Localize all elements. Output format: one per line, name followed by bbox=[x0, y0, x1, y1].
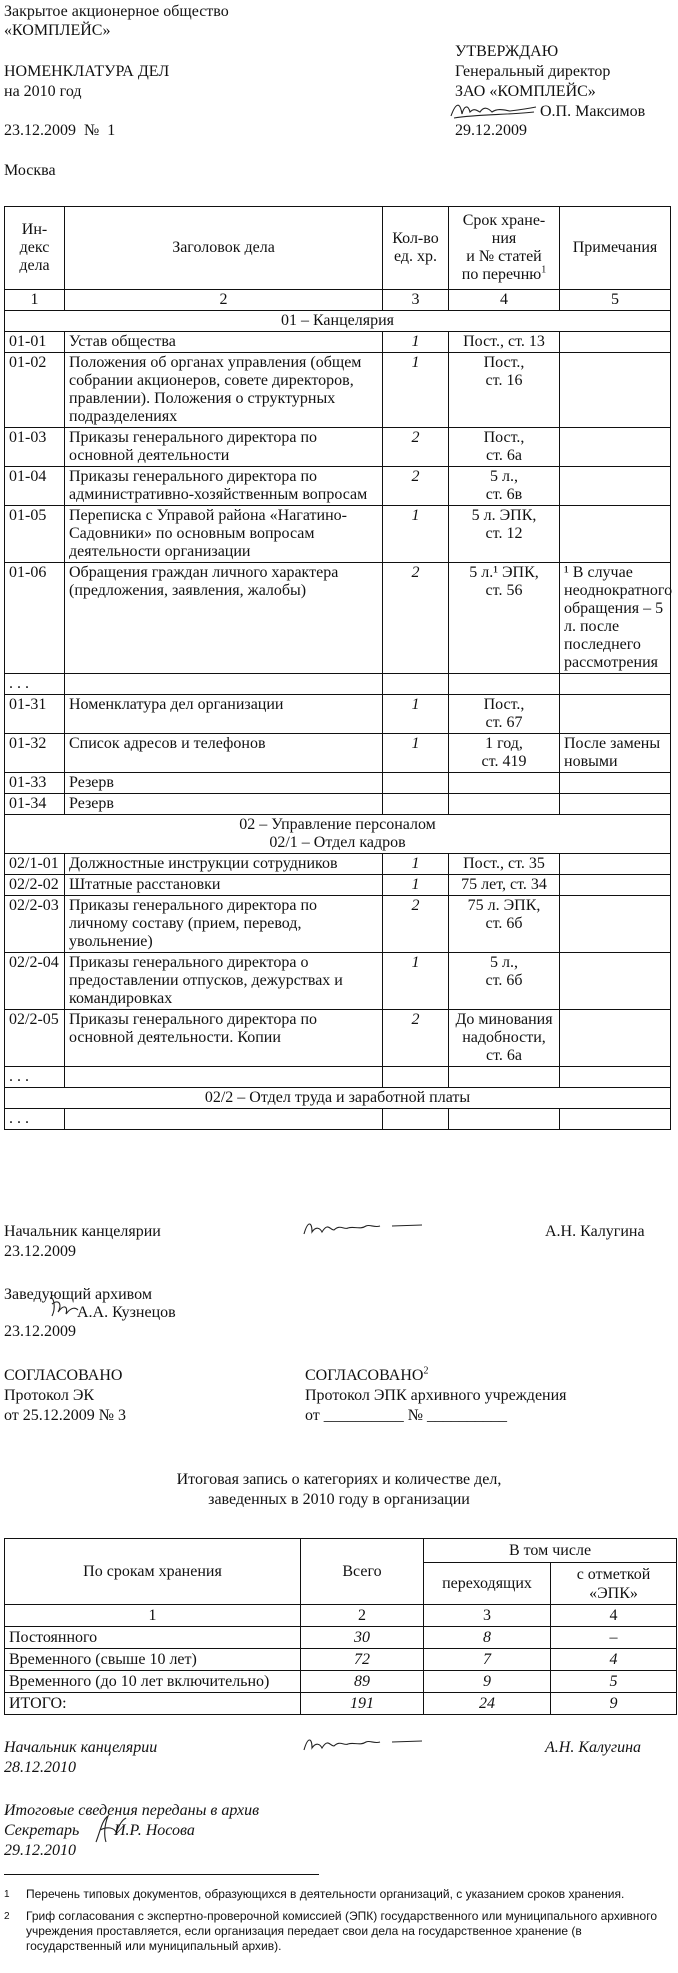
case-index: 01-06 bbox=[5, 563, 65, 674]
column-numbers-row bbox=[5, 290, 671, 311]
approval-org: ЗАО «КОМПЛЕЙС» bbox=[455, 83, 596, 100]
column-number: 3 bbox=[383, 290, 449, 311]
table-row bbox=[5, 896, 671, 953]
table-row bbox=[5, 467, 671, 506]
approval-label: УТВЕРЖДАЮ bbox=[455, 43, 559, 60]
summary-row bbox=[5, 1671, 677, 1693]
summary-epk: 9 bbox=[551, 1693, 677, 1715]
approval-name: О.П. Максимов bbox=[540, 103, 646, 120]
case-title: Список адресов и телефонов bbox=[65, 734, 383, 773]
case-count bbox=[383, 1109, 449, 1130]
summary-title-line2: заведенных в 2010 году в организации bbox=[208, 1491, 470, 1508]
case-index: 02/2-02 bbox=[5, 875, 65, 896]
section-personnel bbox=[5, 815, 671, 854]
case-retention-term: 5 л., ст. 6в bbox=[449, 467, 560, 506]
case-retention-term bbox=[449, 674, 560, 695]
case-retention-term: Пост., ст. 6а bbox=[449, 428, 560, 467]
summary-total: 30 bbox=[301, 1627, 424, 1649]
table-row bbox=[5, 506, 671, 563]
header-title: Заголовок дела bbox=[65, 207, 383, 290]
case-note bbox=[560, 854, 671, 875]
case-index: 01-31 bbox=[5, 695, 65, 734]
summary-carried: 9 bbox=[424, 1671, 551, 1693]
summary-total: 191 bbox=[301, 1693, 424, 1715]
table-row bbox=[5, 794, 671, 815]
case-retention-term: Пост., ст. 67 bbox=[449, 695, 560, 734]
case-retention-term: Пост., ст. 13 bbox=[449, 332, 560, 353]
case-retention-term: Пост., ст. 35 bbox=[449, 854, 560, 875]
summary-total: 72 bbox=[301, 1649, 424, 1671]
case-note bbox=[560, 1109, 671, 1130]
header-index: Ин- декс дела bbox=[5, 207, 65, 290]
header-notes: Примечания bbox=[560, 207, 671, 290]
column-number: 2 bbox=[65, 290, 383, 311]
table-row bbox=[5, 563, 671, 674]
case-title: Должностные инструкции сотрудников bbox=[65, 854, 383, 875]
case-retention-term: 75 л. ЭПК, ст. 6б bbox=[449, 896, 560, 953]
subsection-labor-label: 02/2 – Отдел труда и заработной платы bbox=[5, 1088, 671, 1109]
case-title: Устав общества bbox=[65, 332, 383, 353]
case-count: 2 bbox=[383, 896, 449, 953]
table-row bbox=[5, 1010, 671, 1067]
case-index: 01-03 bbox=[5, 428, 65, 467]
summary-term-label: ИТОГО: bbox=[5, 1693, 301, 1715]
case-retention-term bbox=[449, 1067, 560, 1088]
summary-header-term: По срокам хранения bbox=[5, 1539, 301, 1605]
approval-date: 29.12.2009 bbox=[455, 122, 527, 139]
summary-term-label: Постоянного bbox=[5, 1627, 301, 1649]
case-index: 02/2-04 bbox=[5, 953, 65, 1010]
case-title: Приказы генерального директора по административно-хозяйственным вопросам bbox=[65, 467, 383, 506]
case-note: ¹ В случае неоднократного обращения – 5 л. после последнего рассмотрения bbox=[560, 563, 671, 674]
case-count: 1 bbox=[383, 854, 449, 875]
section-personnel-label bbox=[5, 815, 671, 854]
case-index: 01-05 bbox=[5, 506, 65, 563]
case-retention-term: 5 л.¹ ЭПК, ст. 56 bbox=[449, 563, 560, 674]
subsection-hr-title: 02/1 – Отдел кадров bbox=[269, 834, 406, 851]
org-name-line1: Закрытое акционерное общество bbox=[4, 3, 229, 20]
nomenclature-table bbox=[4, 206, 671, 1130]
case-index: . . . bbox=[5, 1067, 65, 1088]
transfer-note: Итоговые сведения переданы в архив bbox=[4, 1802, 260, 1819]
case-count: 1 bbox=[383, 332, 449, 353]
case-note bbox=[560, 467, 671, 506]
case-count: 2 bbox=[383, 428, 449, 467]
summary-column-number: 4 bbox=[551, 1605, 677, 1627]
case-retention-term: 5 л. ЭПК, ст. 12 bbox=[449, 506, 560, 563]
secretary-position: Секретарь bbox=[4, 1822, 80, 1839]
case-note bbox=[560, 1010, 671, 1067]
case-count bbox=[383, 794, 449, 815]
head2-name: А.Н. Калугина bbox=[545, 1739, 641, 1756]
summary-term-label: Временного (до 10 лет включительно) bbox=[5, 1671, 301, 1693]
case-index: 01-32 bbox=[5, 734, 65, 773]
case-note bbox=[560, 794, 671, 815]
case-retention-term: Пост., ст. 16 bbox=[449, 353, 560, 428]
head2-signature bbox=[300, 1732, 430, 1756]
table-row bbox=[5, 428, 671, 467]
head2-position: Начальник канцелярии bbox=[4, 1739, 158, 1756]
case-count: 1 bbox=[383, 353, 449, 428]
doc-title: НОМЕНКЛАТУРА ДЕЛ bbox=[4, 63, 170, 80]
header-count: Кол-во ед. хр. bbox=[383, 207, 449, 290]
summary-carried: 7 bbox=[424, 1649, 551, 1671]
case-note bbox=[560, 875, 671, 896]
secretary-date: 29.12.2010 bbox=[4, 1842, 76, 1859]
agreement-right-line2: от __________ № __________ bbox=[305, 1407, 508, 1424]
case-index: 02/2-05 bbox=[5, 1010, 65, 1067]
summary-carried: 8 bbox=[424, 1627, 551, 1649]
case-index: . . . bbox=[5, 674, 65, 695]
subsection-labor bbox=[5, 1088, 671, 1109]
table-row bbox=[5, 695, 671, 734]
table-row bbox=[5, 773, 671, 794]
footnote-separator bbox=[4, 1874, 319, 1875]
case-note bbox=[560, 695, 671, 734]
table-row bbox=[5, 332, 671, 353]
summary-carried: 24 bbox=[424, 1693, 551, 1715]
case-count: 2 bbox=[383, 467, 449, 506]
org-name-line2: «КОМПЛЕЙС» bbox=[4, 22, 111, 39]
summary-epk: 5 bbox=[551, 1671, 677, 1693]
table-row bbox=[5, 875, 671, 896]
head-signature bbox=[300, 1216, 430, 1240]
case-index: 01-04 bbox=[5, 467, 65, 506]
case-title: Резерв bbox=[65, 773, 383, 794]
case-retention-term: 1 год, ст. 419 bbox=[449, 734, 560, 773]
city: Москва bbox=[4, 162, 56, 179]
summary-epk: 4 bbox=[551, 1649, 677, 1671]
case-note bbox=[560, 773, 671, 794]
case-count: 1 bbox=[383, 695, 449, 734]
approval-position: Генеральный директор bbox=[455, 63, 611, 80]
case-count: 2 bbox=[383, 563, 449, 674]
case-title: Приказы генерального директора по основной деятельности. Копии bbox=[65, 1010, 383, 1067]
case-retention-term bbox=[449, 794, 560, 815]
summary-column-number: 1 bbox=[5, 1605, 301, 1627]
case-retention-term bbox=[449, 1109, 560, 1130]
head-position: Начальник канцелярии bbox=[4, 1223, 161, 1240]
section-personnel-title: 02 – Управление персоналом bbox=[239, 816, 436, 833]
header-term: Срок хране- ния и № статей по перечню$^1$ bbox=[449, 207, 560, 290]
agreement-right-line1: Протокол ЭПК архивного учреждения bbox=[305, 1387, 567, 1404]
case-count: 2 bbox=[383, 1010, 449, 1067]
summary-header-total: Всего bbox=[301, 1539, 424, 1605]
archive-position: Заведующий архивом bbox=[4, 1286, 152, 1303]
case-note: После замены новыми bbox=[560, 734, 671, 773]
agreement-right-label: СОГЛАСОВАНО$^2$ bbox=[305, 1365, 429, 1384]
case-title: Номенклатура дел организации bbox=[65, 695, 383, 734]
column-number: 5 bbox=[560, 290, 671, 311]
case-count: 1 bbox=[383, 506, 449, 563]
table-row bbox=[5, 353, 671, 428]
column-number: 1 bbox=[5, 290, 65, 311]
summary-row bbox=[5, 1649, 677, 1671]
case-index: 02/1-01 bbox=[5, 854, 65, 875]
summary-title-line1: Итоговая запись о категориях и количестве дел, bbox=[176, 1471, 502, 1488]
case-note bbox=[560, 953, 671, 1010]
summary-header-epk: с отметкой «ЭПК» bbox=[551, 1563, 677, 1605]
doc-date-number: 23.12.2009 № 1 bbox=[4, 122, 116, 139]
summary-term-label: Временного (свыше 10 лет) bbox=[5, 1649, 301, 1671]
archive-date: 23.12.2009 bbox=[4, 1323, 76, 1340]
agreement-left-label: СОГЛАСОВАНО bbox=[4, 1367, 123, 1384]
case-retention-term bbox=[449, 773, 560, 794]
head-name: А.Н. Калугина bbox=[545, 1223, 645, 1240]
case-index: 01-34 bbox=[5, 794, 65, 815]
case-note bbox=[560, 506, 671, 563]
case-index: 01-02 bbox=[5, 353, 65, 428]
agreement-left-line2: от 25.12.2009 № 3 bbox=[4, 1407, 127, 1424]
case-index: 02/2-03 bbox=[5, 896, 65, 953]
case-note bbox=[560, 674, 671, 695]
summary-row bbox=[5, 1693, 677, 1715]
case-count bbox=[383, 773, 449, 794]
case-title: Положения об органах управления (общем собрании акционеров, совете директоров, правлении). Положения о структурных подразделениях bbox=[65, 353, 383, 428]
case-retention-term: 75 лет, ст. 34 bbox=[449, 875, 560, 896]
case-retention-term: 5 л., ст. 6б bbox=[449, 953, 560, 1010]
summary-column-number: 3 bbox=[424, 1605, 551, 1627]
summary-column-numbers-row bbox=[5, 1605, 677, 1627]
table-row bbox=[5, 674, 671, 695]
case-title: Резерв bbox=[65, 794, 383, 815]
summary-row bbox=[5, 1627, 677, 1649]
doc-period: на 2010 год bbox=[4, 83, 82, 100]
case-count bbox=[383, 674, 449, 695]
case-note bbox=[560, 332, 671, 353]
case-title: Приказы генерального директора по личному составу (прием, перевод, увольнение) bbox=[65, 896, 383, 953]
section-chancellery-label: 01 – Канцелярия bbox=[5, 311, 671, 332]
case-title bbox=[65, 1109, 383, 1130]
head-date: 23.12.2009 bbox=[4, 1243, 76, 1260]
case-title: Штатные расстановки bbox=[65, 875, 383, 896]
case-note bbox=[560, 428, 671, 467]
secretary-name: И.Р. Носова bbox=[114, 1822, 195, 1839]
head2-date: 28.12.2010 bbox=[4, 1759, 76, 1776]
case-title bbox=[65, 1067, 383, 1088]
case-count: 1 bbox=[383, 734, 449, 773]
table-row bbox=[5, 953, 671, 1010]
case-count: 1 bbox=[383, 875, 449, 896]
summary-header-carried: переходящих bbox=[424, 1563, 551, 1605]
case-count bbox=[383, 1067, 449, 1088]
case-note bbox=[560, 896, 671, 953]
summary-column-number: 2 bbox=[301, 1605, 424, 1627]
case-index: 01-01 bbox=[5, 332, 65, 353]
table-row bbox=[5, 1067, 671, 1088]
table-row bbox=[5, 854, 671, 875]
case-title: Переписка с Управой района «Нагатино-Садовники» по основным вопросам деятельности организации bbox=[65, 506, 383, 563]
case-note bbox=[560, 353, 671, 428]
column-number: 4 bbox=[449, 290, 560, 311]
case-title: Обращения граждан личного характера (предложения, заявления, жалобы) bbox=[65, 563, 383, 674]
section-chancellery bbox=[5, 311, 671, 332]
table-row bbox=[5, 1109, 671, 1130]
table-row bbox=[5, 734, 671, 773]
case-index: 01-33 bbox=[5, 773, 65, 794]
case-index: . . . bbox=[5, 1109, 65, 1130]
agreement-left-line1: Протокол ЭК bbox=[4, 1387, 95, 1404]
summary-header-incl: В том числе bbox=[424, 1539, 677, 1563]
case-retention-term: До минования надобности, ст. 6а bbox=[449, 1010, 560, 1067]
case-title: Приказы генерального директора о предоставлении отпусков, дежурствах и командировках bbox=[65, 953, 383, 1010]
case-note bbox=[560, 1067, 671, 1088]
summary-epk: – bbox=[551, 1627, 677, 1649]
case-count: 1 bbox=[383, 953, 449, 1010]
director-signature bbox=[448, 98, 540, 122]
summary-total: 89 bbox=[301, 1671, 424, 1693]
case-title: Приказы генерального директора по основной деятельности bbox=[65, 428, 383, 467]
case-title bbox=[65, 674, 383, 695]
archive-name: А.А. Кузнецов bbox=[77, 1304, 176, 1321]
summary-table bbox=[4, 1538, 677, 1715]
